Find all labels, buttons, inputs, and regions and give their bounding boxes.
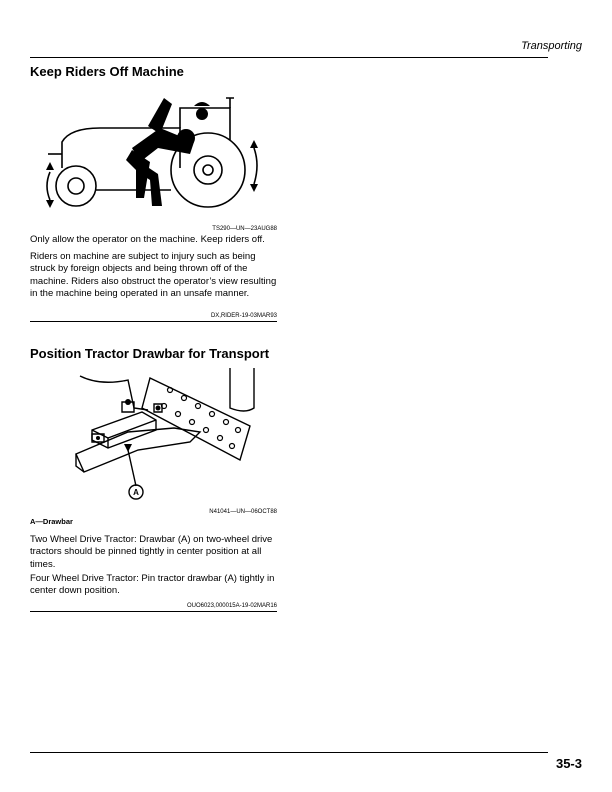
header-rule [30,57,548,58]
figure-ref-riders: TS290—UN—23AUG88 [212,226,277,232]
figure-ref-drawbar: N41041—UN—06OCT88 [209,509,277,515]
drawbar-illustration [70,368,270,508]
riders-paragraph-2: Riders on machine are subject to injury such as being struck by foreign objects and being thrown off of the machine. Riders also obstruct the operator’s view resulting in the machine being operated in an unsafe manner. [30,251,277,299]
section-rule-2 [30,611,277,612]
drawbar-paragraph-1: Two Wheel Drive Tractor: Drawbar (A) on two-wheel drive tractors should be pinned tightly in center position at all times. [30,534,273,570]
drawbar-paragraph-2: Four Wheel Drive Tractor: Pin tractor drawbar (A) tightly in center down position. [30,573,275,597]
page-number: 35-3 [555,756,582,771]
section-heading-riders: Keep Riders Off Machine [30,64,184,79]
running-header: Transporting [521,40,582,52]
section-rule-1 [30,321,277,322]
callout-a-label: A [133,488,139,497]
rider-warning-illustration [40,90,265,210]
doc-ref-riders: DX,RIDER-19-03MAR93 [210,313,277,319]
riders-paragraph-1: Only allow the operator on the machine. Keep riders off. [30,234,265,245]
doc-ref-drawbar: OUO6023,000015A-19-02MAR16 [186,603,277,609]
section-heading-drawbar: Position Tractor Drawbar for Transport [30,346,270,361]
figure-caption-drawbar: A—Drawbar [30,517,73,526]
footer-rule [30,752,548,753]
